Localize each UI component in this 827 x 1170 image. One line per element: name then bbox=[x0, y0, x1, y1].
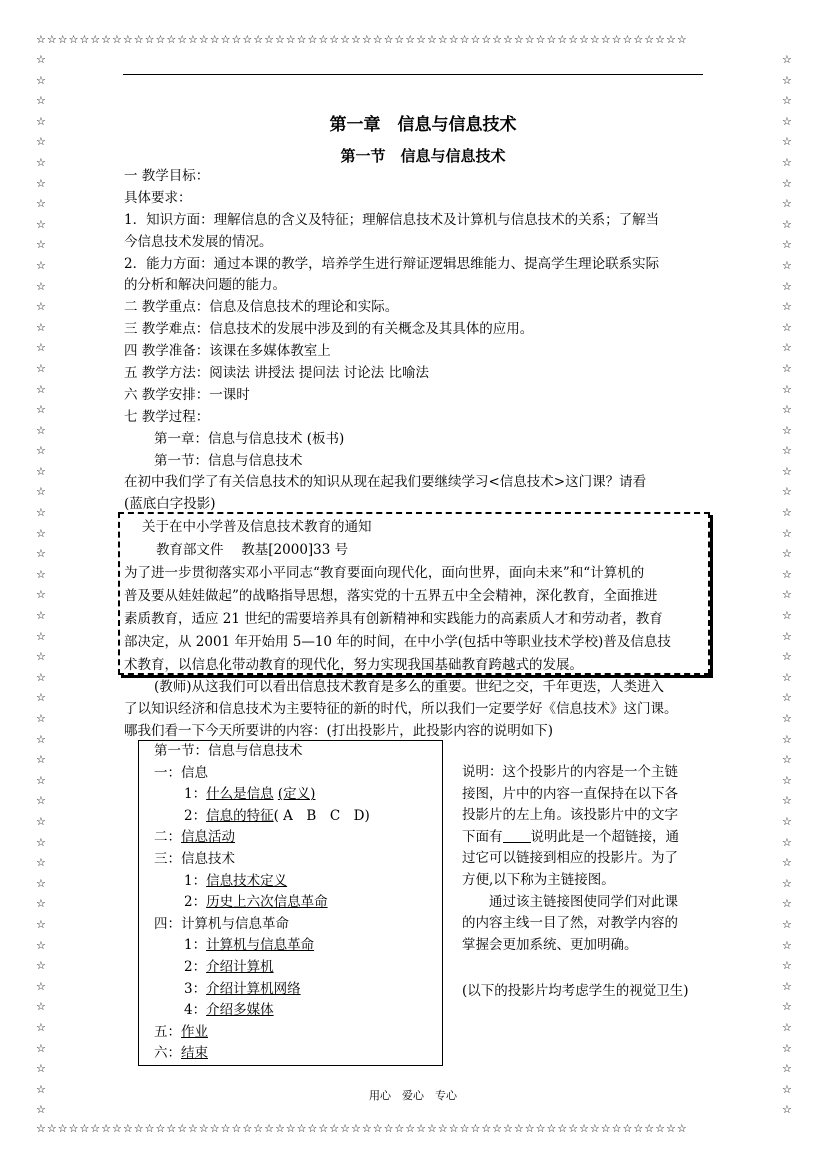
process-line: 第一节：信息与信息技术 bbox=[154, 452, 303, 469]
body-line: 六 教学安排：一课时 bbox=[124, 386, 250, 403]
outline-heading: 第一节：信息与信息技术 bbox=[154, 743, 303, 759]
notice-file-number: 教育部文件 教基[2000]33 号 bbox=[156, 542, 349, 558]
notice-line: 部决定，从 2001 年开始用 5—10 年的时间，在中小学(包括中等职业技术学校)普及信息技 bbox=[124, 634, 671, 650]
outline-link[interactable]: 介绍计算机 bbox=[206, 958, 274, 975]
outline-explanation bbox=[462, 762, 712, 956]
section-title: 第一节 信息与信息技术 bbox=[340, 147, 506, 165]
outline-link[interactable]: 信息技术定义 bbox=[206, 872, 288, 889]
process-line: 第一章：信息与信息技术 (板书) bbox=[154, 430, 345, 447]
outline-item: 1：什么是信息 (定义) bbox=[184, 786, 316, 803]
body-line: 五 教学方法：阅读法 讲授法 提问法 讨论法 比喻法 bbox=[124, 365, 429, 382]
commentary-line: 哪我们看一下今天所要讲的内容：(打出投影片，此投影内容的说明如下) bbox=[124, 723, 554, 739]
notice-line: 为了进一步贯彻落实邓小平同志“教育要面向现代化，面向世界，面向未来”和“计算机的 bbox=[124, 565, 645, 581]
teacher-commentary bbox=[124, 676, 714, 742]
explanation-line: 说明：这个投影片的内容是一个主链 bbox=[462, 764, 678, 780]
outline-section: 二：信息活动 bbox=[154, 829, 235, 846]
explanation-line: 通过该主链接图使同学们对此课 bbox=[462, 893, 678, 910]
visual-hygiene-note: (以下的投影片均考虑学生的视觉卫生) bbox=[462, 983, 689, 999]
body-line: 四 教学准备：该课在多媒体教室上 bbox=[124, 343, 331, 360]
outline-item: 3：介绍计算机网络 bbox=[184, 980, 301, 997]
outline-link[interactable]: 结束 bbox=[181, 1045, 208, 1062]
outline-item: 1：信息技术定义 bbox=[184, 872, 288, 889]
page-footer: 用心 爱心 专心 bbox=[369, 1089, 457, 1102]
outline-section: 三：信息技术 bbox=[154, 850, 235, 867]
body-line: 今信息技术发展的情况。 bbox=[124, 233, 273, 250]
body-line: 2．能力方面：通过本课的教学，培养学生进行辩证逻辑思维能力、提高学生理论联系实际 bbox=[124, 255, 660, 272]
outline-link[interactable]: 介绍计算机网络 bbox=[206, 980, 301, 997]
outline-link[interactable]: 历史上六次信息革命 bbox=[206, 894, 328, 911]
outline-item: 2：介绍计算机 bbox=[184, 958, 274, 975]
explanation-line: 方便,以下称为主链接图。 bbox=[462, 871, 615, 888]
outline-link[interactable]: 计算机与信息革命 bbox=[206, 937, 315, 954]
star-border-top: ☆☆☆☆☆☆☆☆☆☆☆☆☆☆☆☆☆☆☆☆☆☆☆☆☆☆☆☆☆☆☆☆☆☆☆☆☆☆☆☆☆☆☆☆☆☆☆☆☆☆☆☆☆☆☆☆☆☆☆☆ bbox=[36, 34, 688, 46]
lesson-plan-body bbox=[124, 166, 714, 516]
header-rule bbox=[123, 74, 703, 75]
outline-section: 五：作业 bbox=[154, 1023, 208, 1040]
commentary-line: (教师)从这我们可以看出信息技术教育是多么的重要。世纪之交，千年更迭，人类进入 bbox=[154, 679, 665, 695]
outline-item: 1：计算机与信息革命 bbox=[184, 937, 315, 954]
body-line: 的分析和解决问题的能力。 bbox=[124, 277, 286, 294]
outline-link[interactable]: 介绍多媒体 bbox=[206, 1002, 274, 1019]
body-line: 1．知识方面：理解信息的含义及特征；理解信息技术及计算机与信息技术的关系；了解当 bbox=[124, 211, 660, 228]
body-line: 七 教学过程： bbox=[124, 408, 210, 425]
intro-line: (蓝底白字投影) bbox=[124, 496, 216, 513]
explanation-line: 过它可以链接到相应的投影片。为了 bbox=[462, 850, 678, 867]
outline-item: 2：历史上六次信息革命 bbox=[184, 894, 328, 911]
explanation-line: 掌握会更加系统、更加明确。 bbox=[462, 936, 638, 953]
notice-line: 术教育，以信息化带动教育的现代化，努力实现我国基础教育跨越式的发展。 bbox=[124, 657, 583, 673]
explanation-line: 下面有 说明此是一个超链接，通 bbox=[462, 828, 679, 845]
commentary-line: 了以知识经济和信息技术为主要特征的新的时代，所以我们一定要学好《信息技术》这门课。 bbox=[124, 701, 678, 717]
outline-item: 2：信息的特征( A B C D) bbox=[184, 807, 370, 824]
outline-link[interactable]: 什么是信息 bbox=[206, 786, 274, 803]
outline-link[interactable]: 信息的特征 bbox=[206, 807, 274, 824]
notice-title: 关于在中小学普及信息技术教育的通知 bbox=[142, 519, 372, 535]
star-border-bottom: ☆☆☆☆☆☆☆☆☆☆☆☆☆☆☆☆☆☆☆☆☆☆☆☆☆☆☆☆☆☆☆☆☆☆☆☆☆☆☆☆☆☆☆☆☆☆☆☆☆☆☆☆☆☆☆☆☆☆☆☆ bbox=[36, 1123, 688, 1135]
star-border-right: ☆☆☆☆☆☆☆☆☆☆☆☆☆☆☆☆☆☆☆☆☆☆☆☆☆☆☆☆☆☆☆☆☆☆☆☆☆☆☆☆☆☆☆☆☆☆☆☆☆☆☆☆ bbox=[782, 53, 792, 1117]
body-line: 一 教学目标： bbox=[124, 168, 210, 184]
outline-section: 四：计算机与信息革命 bbox=[154, 915, 289, 932]
outline-link[interactable]: 作业 bbox=[181, 1023, 208, 1040]
star-border-left: ☆☆☆☆☆☆☆☆☆☆☆☆☆☆☆☆☆☆☆☆☆☆☆☆☆☆☆☆☆☆☆☆☆☆☆☆☆☆☆☆☆☆☆☆☆☆☆☆☆☆☆☆ bbox=[36, 53, 46, 1117]
outline-section: 六：结束 bbox=[154, 1045, 208, 1062]
explanation-line: 的内容主线一目了然，对教学内容的 bbox=[462, 915, 678, 932]
underline-blank bbox=[503, 829, 531, 843]
body-line: 三 教学难点：信息技术的发展中涉及到的有关概念及其具体的应用。 bbox=[124, 321, 534, 338]
outline-section: 一：信息 bbox=[154, 764, 208, 781]
notice-line: 普及要从娃娃做起”的战略指导思想，落实党的十五界五中全会精神，深化教育，全面推进 bbox=[124, 588, 658, 604]
outline-link[interactable]: (定义) bbox=[277, 786, 316, 803]
body-line: 具体要求： bbox=[124, 189, 192, 206]
intro-line: 在初中我们学了有关信息技术的知识从现在起我们要继续学习<信息技术>这门课？请看 bbox=[124, 474, 647, 491]
slide-outline-box bbox=[138, 740, 443, 1066]
chapter-title: 第一章 信息与信息技术 bbox=[329, 115, 517, 135]
notice-box bbox=[118, 512, 710, 675]
outline-link[interactable]: 信息活动 bbox=[181, 829, 235, 846]
body-line: 二 教学重点：信息及信息技术的理论和实际。 bbox=[124, 299, 399, 316]
explanation-line: 投影片的左上角。该投影片中的文字 bbox=[462, 807, 678, 824]
notice-line: 素质教育，适应 21 世纪的需要培养具有创新精神和实践能力的高素质人才和劳动者，教育 bbox=[124, 611, 663, 627]
outline-item: 4：介绍多媒体 bbox=[184, 1002, 274, 1019]
explanation-line: 接图，片中的内容一直保持在以下各 bbox=[462, 785, 678, 802]
